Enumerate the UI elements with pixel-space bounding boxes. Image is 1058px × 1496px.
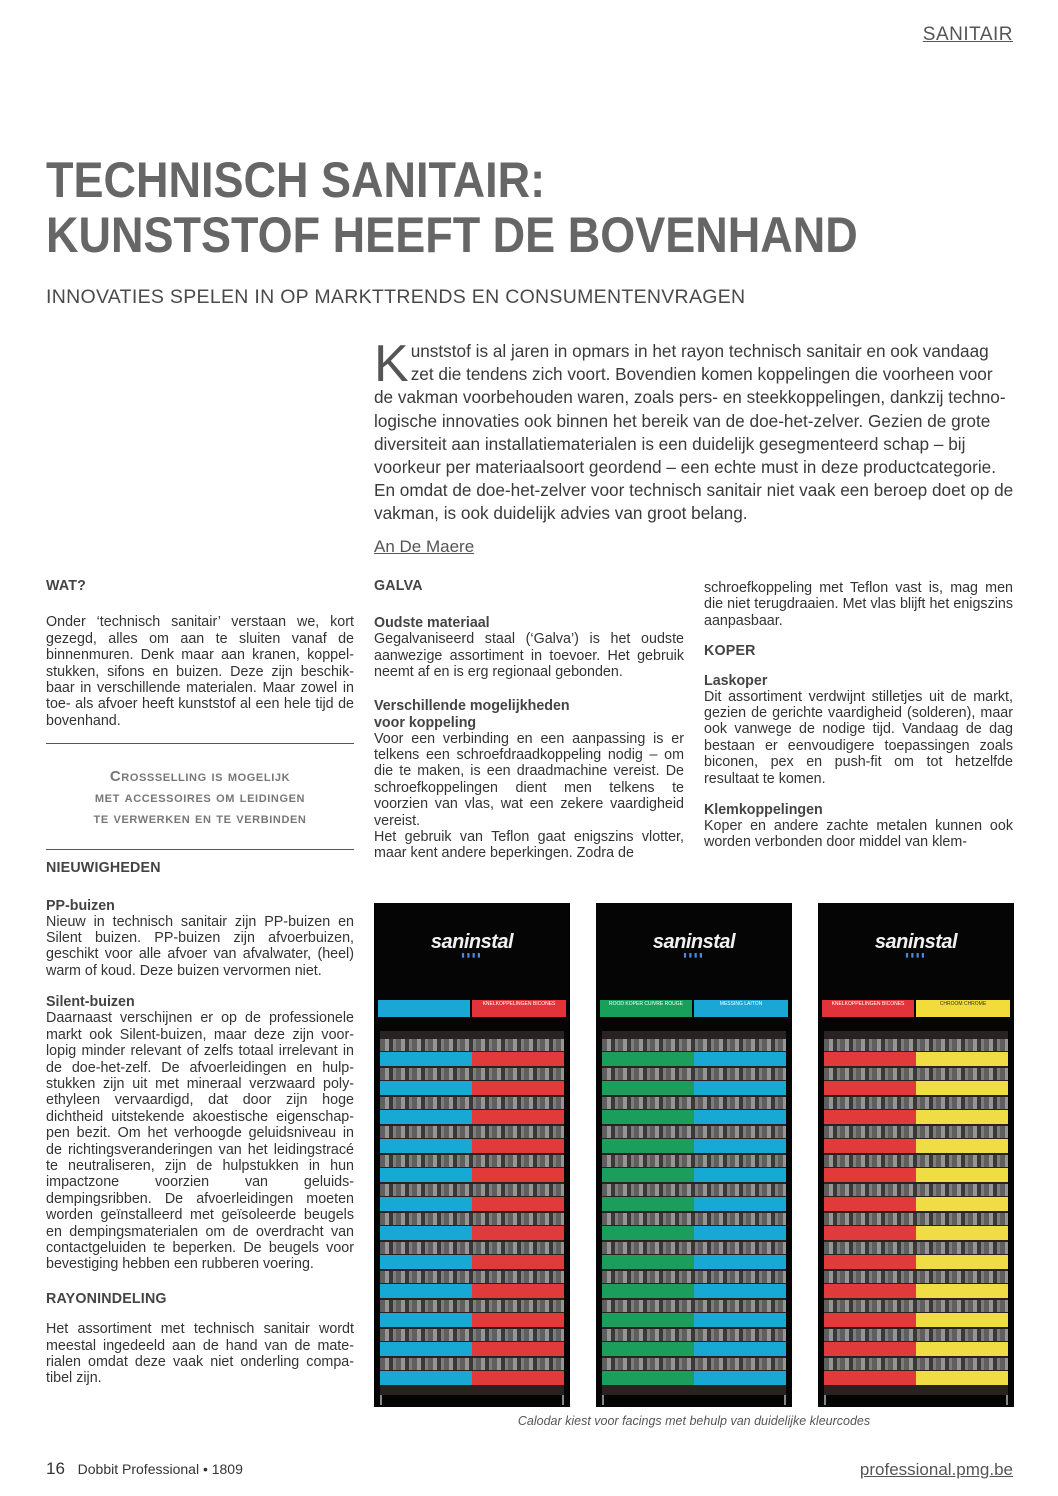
shelf-products [380, 1039, 564, 1051]
shelving-unit [824, 1031, 1008, 1395]
shelf-products [380, 1126, 564, 1138]
photo-caption: Calodar kiest voor facings met behulp van duidelijke kleurcodes [517, 1414, 871, 1428]
shelf-products [602, 1184, 786, 1196]
heading-nieuwigheden: NIEUWIGHEDEN [46, 859, 161, 877]
band-label: KNELKOPPELINGEN BICONES [482, 1001, 556, 1007]
band-label: KNELKOPPELINGEN BICONES [831, 1001, 905, 1007]
heading-koper: KOPER [704, 642, 756, 660]
shelf-front [824, 1371, 1008, 1385]
shelf-products [824, 1213, 1008, 1225]
shelf-products [602, 1039, 786, 1051]
heading-silent-buizen: Silent-buizen [46, 993, 135, 1011]
shelving-unit [602, 1031, 786, 1395]
pp-text: Nieuw in technisch sanitair zijn PP-buizen en Silent buizen. PP-buizen zijn afvoerbuizen, geschikt voor alle afvoer van afvalwater, (heel) warm of koud. Deze buizen vervormen niet. [46, 913, 354, 979]
shelf-products [602, 1097, 786, 1109]
shelf-products [824, 1126, 1008, 1138]
shelf-products [602, 1242, 786, 1254]
spacer [704, 629, 1013, 643]
divider [46, 849, 354, 850]
shelf-products [602, 1213, 786, 1225]
brand-logo: saninstal ▮▮▮▮ [430, 931, 514, 959]
shelf-front [602, 1052, 786, 1066]
continued-text: schroefkoppeling met Teflon vast is, mag men die niet terugdraaien. Met vlas blijft het enigszins aanpasbaar. [704, 580, 1013, 629]
right-column [704, 580, 1013, 851]
silent-text: Daarnaast verschijnen er op de professionele markt ook Silent-buizen, maar deze zijn voorlopig minder relevant of zelfs totaal irrelevant in de doe-het-zelf. De afvoerleidingen en hulpstukken zijn uit met mineraal verzwaard polyethyleen vervaardigd, dat door zijn hoge dichtheid uitstekende akoestische eigenschappen bezit. Om het verhoogde geluidsniveau in de richtingsveranderingen van het leidingstracé te neutraliseren, zijn de hulpstukken in hun impactzone voorzien van geluidsdempingsribben. De afvoerleidingen moeten worden geïnstalleerd met geïsoleerde beugels en dempingsmaterialen om de overdracht van contactgeluiden te beperken. De beugels voor bevestiging hebben een rubberen voering. [46, 1010, 354, 1273]
shelf-products [602, 1329, 786, 1341]
publication-name: Dobbit Professional • 1809 [77, 1461, 243, 1477]
subtitle: INNOVATIES SPELEN IN OP MARKTTRENDS EN CONSUMENTENVRAGEN [46, 286, 746, 308]
shelf-products [824, 1271, 1008, 1283]
shelf-front [602, 1371, 786, 1385]
shelf-front [380, 1226, 564, 1240]
shelf-products [602, 1126, 786, 1138]
spacer [374, 681, 684, 697]
heading-verschillende-2: voor koppeling [374, 713, 477, 731]
color-band-left [378, 1000, 470, 1017]
shelf-products [824, 1068, 1008, 1080]
shelf-products [380, 1184, 564, 1196]
intro-text: unststof is al jaren in opmars in het rayon technisch sanitair en ook vandaag zet die tendens zich voort. Bovendien komen koppelingen die voorheen voor de vakman voorbehouden waren, zoals pers- en steekkoppelingen, dankzij technologische innovaties ook binnen het bereik van de doe-het-zelver. Gezien de grote diversiteit aan installatiematerialen is een duidelijk gesegmenteerd schap – bij voorkeur per materiaalsoort geordend – een echte must in deze productcategorie. En omdat de doe-het-zelver voor technisch sanitair niet vaak een beroep doet op de vakman, is ook duidelijk advies van groot belang. [374, 341, 1014, 524]
shelf-front [602, 1313, 786, 1327]
shelf-front [380, 1371, 564, 1385]
shelving-legs [824, 1395, 1008, 1405]
shelf-products [602, 1271, 786, 1283]
brand-logo: saninstal ▮▮▮▮ [652, 931, 736, 959]
page-title [46, 153, 910, 263]
shelf-products [380, 1155, 564, 1167]
shelf-front [602, 1255, 786, 1269]
title-line-2: KUNSTSTOF HEEFT DE BOVENHAND [46, 207, 858, 263]
band-label: ROOD KOPER CUIVRE ROUGE [609, 1001, 683, 1007]
shelf-front [602, 1139, 786, 1153]
heading-rayonindeling: RAYONINDELING [46, 1289, 167, 1307]
shelf-front [824, 1168, 1008, 1182]
heading-galva: GALVA [374, 577, 423, 594]
heading-pp-buizen: PP-buizen [46, 896, 115, 914]
shelf-front [602, 1197, 786, 1211]
shelf-front [824, 1284, 1008, 1298]
shelf-front [380, 1110, 564, 1124]
pullquote-line: met accessoires om leidingen [94, 789, 306, 807]
shelf-front [824, 1110, 1008, 1124]
shelf-front [824, 1313, 1008, 1327]
shelf-front [602, 1226, 786, 1240]
pullquote-line: Crossselling is mogelijk [109, 768, 291, 786]
verschillende-text: Voor een verbinding en een aanpassing is er telkens een schroefdraadkoppeling nodig – om die te maken, is een draadmachine vereist. De schroefkoppelingen dient men telkens te voorzien van vlas, wat een zekere vaardigheid vereist. [374, 730, 684, 829]
middle-column [374, 578, 684, 862]
title-line-1: TECHNISCH SANITAIR: [46, 152, 546, 208]
shelf-front [380, 1342, 564, 1356]
spacer [46, 979, 354, 993]
shelving-legs [380, 1395, 564, 1405]
shelf-products [824, 1329, 1008, 1341]
shelving-unit [380, 1031, 564, 1395]
shelf-front [380, 1081, 564, 1095]
pullquote-line: te verwerken en te verbinden [93, 810, 307, 828]
shelf-products [380, 1358, 564, 1370]
heading-verschillende-1: Verschillende mogelijkheden [374, 696, 570, 714]
shelf-products [602, 1068, 786, 1080]
rayon-text: Het assortiment met technisch sanitair wordt meestal ingedeeld aan de hand van de materialen omdat deze vaak niet onderling compatibel zijn. [46, 1321, 354, 1387]
shelf-products [824, 1242, 1008, 1254]
heading-wat: WAT? [46, 577, 87, 594]
shelf-front [602, 1168, 786, 1182]
band-label: MESSING LAITON [719, 1001, 763, 1007]
shelf-products [824, 1097, 1008, 1109]
shelf-products [380, 1097, 564, 1109]
shelf-front [380, 1313, 564, 1327]
shelf-products [380, 1300, 564, 1312]
page-number: 16 [46, 1459, 65, 1478]
shelf-front [824, 1081, 1008, 1095]
shelf-products [380, 1271, 564, 1283]
shelf-products [824, 1039, 1008, 1051]
display-photo [596, 903, 792, 1407]
spacer [46, 1273, 354, 1291]
heading-oudste-materiaal: Oudste materiaal [374, 614, 490, 632]
teflon-text: Het gebruik van Teflon gaat enigszins vlotter, maar kent andere beperkingen. Zodra de [374, 829, 684, 862]
shelf-front [602, 1110, 786, 1124]
shelf-products [380, 1329, 564, 1341]
shelf-front [824, 1226, 1008, 1240]
heading-klemkoppelingen: Klemkoppelingen [704, 801, 823, 819]
shelf-front [380, 1197, 564, 1211]
shelf-products [380, 1242, 564, 1254]
shelf-products [602, 1155, 786, 1167]
shelf-front [824, 1255, 1008, 1269]
klem-text: Koper en andere zachte metalen kunnen ook worden verbonden door middel van klem- [704, 818, 1013, 851]
wat-text: Onder ‘technisch sanitair’ verstaan we, kort gezegd, alles om aan te sluiten vanaf de binnenmuren. Denk maar aan kranen, koppelstukken, sifons en buizen. Deze zijn beschikbaar in verschillende materialen. Maar zowel in toe- als afvoer heeft kunststof al een hele tijd de bovenhand. [46, 614, 354, 729]
shelf-front [380, 1052, 564, 1066]
intro-paragraph [374, 335, 1014, 526]
shelf-products [824, 1300, 1008, 1312]
pullquote [46, 744, 354, 849]
brand-logo: saninstal ▮▮▮▮ [874, 931, 958, 959]
spacer [704, 787, 1013, 801]
shelf-front [380, 1139, 564, 1153]
shelving-legs [602, 1395, 786, 1405]
shelf-front [824, 1197, 1008, 1211]
shelf-products [380, 1068, 564, 1080]
section-label: SANITAIR [922, 24, 1013, 45]
shelf-front [380, 1284, 564, 1298]
shelf-front [824, 1139, 1008, 1153]
shelf-front [602, 1342, 786, 1356]
shelf-front [824, 1052, 1008, 1066]
shelf-products [824, 1155, 1008, 1167]
author-byline: An De Maere [374, 537, 475, 556]
shelf-products [602, 1300, 786, 1312]
drop-cap: K [374, 335, 409, 393]
oudste-text: Gegalvaniseerd staal (‘Galva’) is het oudste aanwezige assortiment in toevoer. Het gebruik neemt af en is erg regionaal gebonden. [374, 631, 684, 681]
shelf-products [824, 1184, 1008, 1196]
display-photo [374, 903, 570, 1407]
shelf-front [380, 1255, 564, 1269]
photo-strip [374, 903, 1014, 1407]
shelf-front [602, 1284, 786, 1298]
footer-left [46, 1459, 243, 1479]
shelf-products [824, 1358, 1008, 1370]
laskoper-text: Dit assortiment verdwijnt stilletjes uit de markt, gezien de gerichte vaardigheid (solderen), maar ook vanwege de nodige tijd. Vandaag de dag bestaan er eenvoudigere toepassingen zoals biconen, pex en push-fit om tot hetzelfde resultaat te komen. [704, 688, 1013, 787]
left-column [46, 578, 354, 1387]
footer-url: professional.pmg.be [859, 1460, 1013, 1479]
shelf-front [380, 1168, 564, 1182]
shelf-front [602, 1081, 786, 1095]
shelf-products [602, 1358, 786, 1370]
heading-laskoper: Laskoper [704, 671, 768, 689]
band-label: CHROOM CHROME [939, 1001, 987, 1007]
display-photo [818, 903, 1014, 1407]
shelf-front [824, 1342, 1008, 1356]
shelf-products [380, 1213, 564, 1225]
